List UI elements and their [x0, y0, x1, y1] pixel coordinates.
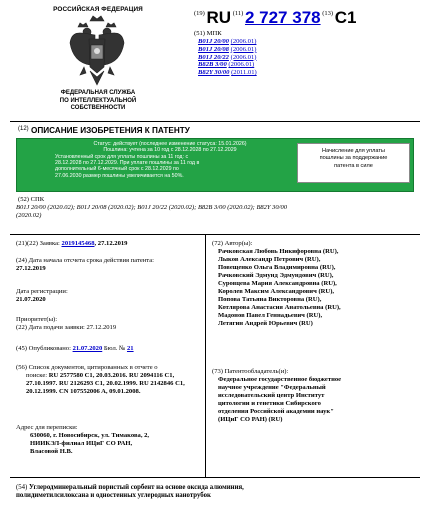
author-name: Котлярова Анастасия Анатольевна (RU),	[218, 304, 341, 312]
ipc-code-link[interactable]: B82B 3/00	[198, 61, 227, 69]
authors-label: (72) Автор(ы):	[212, 240, 253, 247]
spk-line: B01J 20/00 (2020.02); B01J 20/08 (2020.02); B01J 20/22 (2020.02); B82B 3/00 (2020.02); B82Y 30/00	[16, 204, 287, 211]
ipc-list	[198, 38, 257, 77]
invention-title-line: полидиметилсилоксана и одностенных углеродных нанотрубок	[16, 492, 211, 500]
agency-line-1: ФЕДЕРАЛЬНАЯ СЛУЖБА	[60, 90, 136, 96]
code-13: (13)	[322, 10, 334, 17]
divider	[10, 121, 420, 122]
ipc-row	[198, 38, 257, 46]
cited-documents-field	[16, 364, 201, 396]
registration-date: 21.07.2020	[16, 296, 46, 304]
document-title	[18, 126, 190, 136]
holder-line: исследовательский центр Институт	[218, 392, 325, 400]
fee-calc-line: Начисление для уплаты	[322, 148, 385, 154]
ipc-code-link[interactable]: B01J 20/00	[198, 38, 229, 45]
patent-number-link[interactable]: 2 727 378	[244, 8, 321, 27]
document-title-text: ОПИСАНИЕ ИЗОБРЕТЕНИЯ К ПАТЕНТУ	[30, 126, 190, 135]
holder-text	[212, 376, 417, 424]
holder-line: отделения Российской академии наук"	[218, 408, 334, 416]
patent-number-block	[194, 8, 357, 28]
bulletin-number-link[interactable]: 21	[126, 345, 134, 352]
holder-line: Федеральное государственное бюджетное	[218, 376, 342, 384]
ipc-version-link[interactable]: (2006.01)	[230, 45, 257, 53]
status-line: дополнительный 6-месячный срок с 28.12.2029 по	[55, 166, 179, 173]
spk-label: (52) СПК	[18, 196, 45, 203]
author-name: Королев Максим Александрович (RU),	[218, 288, 335, 296]
holder-line: цитологии и генетики Сибирского	[218, 400, 321, 408]
author-name: Лыков Александр Петрович (RU),	[218, 256, 321, 264]
priority-text: (22) Дата подачи заявки: 27.12.2019	[16, 324, 117, 332]
address-line: Власовой Н.В.	[30, 448, 73, 456]
cited-docs-text: RU 2577580 C1, 20.03.2016. RU 2094116 C1, 27.10.1997. RU 2126293 C1, 20.02.1999. RU 2142846 C1, 20.12.1999. CN 107552006 A, 09.01.2008.	[26, 372, 185, 396]
ipc-version-link[interactable]: (2006.01)	[230, 38, 257, 45]
code-12: (12)	[18, 126, 29, 132]
ipc-row	[198, 69, 257, 77]
fee-calc-line: пошлины за поддержание	[319, 155, 388, 162]
published-field	[16, 345, 201, 353]
status-text	[55, 141, 285, 179]
agency-name	[36, 90, 160, 113]
ipc-row	[198, 54, 257, 62]
ipc-row	[198, 61, 257, 69]
country-code: RU	[206, 8, 232, 27]
ipc-row	[198, 46, 257, 54]
status-box	[16, 138, 414, 192]
author-name: Рачковская Любовь Никифоровна (RU),	[218, 248, 339, 256]
author-name: Попова Татьяна Викторовна (RU),	[218, 296, 322, 304]
ipc-version-link[interactable]: (2006.01)	[230, 53, 257, 61]
authors-list	[212, 248, 417, 328]
status-line: Статус: действует (последнее изменение статуса: 15.01.2026)	[93, 141, 247, 147]
status-line: Установленный срок для уплаты пошлины за 11 год: с	[55, 153, 189, 160]
holder-label: (73) Патентообладатель(и):	[212, 368, 289, 375]
ipc-version-link[interactable]: (2006.01)	[228, 61, 255, 69]
published-label: (45) Опубликовано:	[16, 345, 71, 352]
priority-label: Приоритет(ы):	[16, 316, 58, 323]
application-field	[16, 240, 201, 248]
application-number-link[interactable]: 2019145468	[61, 240, 95, 247]
status-line: Пошлина: учтена за 10 год с 28.12.2028 по 27.12.2029	[103, 147, 237, 154]
author-name: Мадонов Павел Геннадьевич (RU),	[218, 312, 323, 320]
bulletin-label: Бюл. №	[102, 345, 126, 352]
ipc-code-link[interactable]: B82Y 30/00	[198, 69, 230, 77]
start-date-value: 27.12.2019	[16, 265, 46, 273]
status-line: 28.12.2028 по 27.12.2029. При уплате пошлины за 11 год в	[55, 160, 200, 167]
cited-docs-label: (56) Список документов, цитированных в отчете о	[16, 364, 158, 371]
code-11: (11)	[232, 10, 244, 17]
address-line: НИИКЭЛ-филиал ИЦиГ СО РАН,	[30, 440, 133, 448]
agency-line-2: ПО ИНТЕЛЛЕКТУАЛЬНОЙ СОБСТВЕННОСТИ	[59, 97, 137, 111]
registration-field	[16, 288, 201, 304]
invention-title-line: Углеродминеральный пористый сорбент на основе оксида алюминия,	[29, 484, 244, 491]
author-name: Повещенко Ольга Владимировна (RU),	[218, 264, 336, 272]
ipc-version-link[interactable]: (2011.01)	[231, 69, 257, 77]
spk-codes	[16, 204, 416, 220]
mpk-label: (51) МПК	[194, 30, 222, 37]
start-date-field	[16, 257, 201, 273]
address-label: Адрес для переписки:	[16, 424, 78, 431]
address-field	[16, 424, 201, 456]
priority-field	[16, 316, 201, 332]
kind-code: C1	[334, 8, 357, 27]
column-divider	[205, 234, 206, 478]
fee-calc-line: патента в силе	[334, 162, 373, 169]
author-name: Суровцева Мария Александровна (RU),	[218, 280, 337, 288]
holder-line: (ИЦиГ СО РАН) (RU)	[218, 416, 283, 424]
address-line: 630060, г. Новосибирск, ул. Тимакова, 2,	[30, 432, 150, 440]
code-54: (54)	[16, 484, 28, 491]
status-line: 27.06.2030 размер пошлины увеличивается на 50%.	[55, 172, 184, 179]
ipc-code-link[interactable]: B01J 20/08	[198, 45, 229, 53]
author-name: Рачковский Эдмунд Эдмундович (RU),	[218, 272, 334, 280]
cited-docs-label-2: поиске:	[26, 372, 48, 380]
application-date: , 27.12.2019	[94, 240, 128, 247]
ipc-code-link[interactable]: B01J 20/22	[198, 53, 229, 61]
invention-title	[16, 484, 416, 501]
patent-holder-field	[212, 368, 417, 424]
country-name: РОССИЙСКАЯ ФЕДЕРАЦИЯ	[53, 6, 143, 13]
fee-calculation-button[interactable]	[297, 143, 410, 183]
application-label: (21)(22) Заявка:	[16, 240, 60, 247]
authors-field	[212, 240, 417, 328]
code-19: (19)	[194, 10, 205, 17]
holder-line: научное учреждение "Федеральный	[218, 384, 326, 392]
author-name: Летягин Андрей Юрьевич (RU)	[218, 320, 313, 328]
coat-of-arms-emblem	[68, 15, 126, 87]
start-date-label: (24) Дата начала отсчета срока действия патента:	[16, 257, 155, 264]
published-date-link[interactable]: 21.07.2020	[72, 345, 103, 352]
spk-line: (2020.02)	[16, 211, 42, 219]
registration-label: Дата регистрации:	[16, 288, 68, 295]
